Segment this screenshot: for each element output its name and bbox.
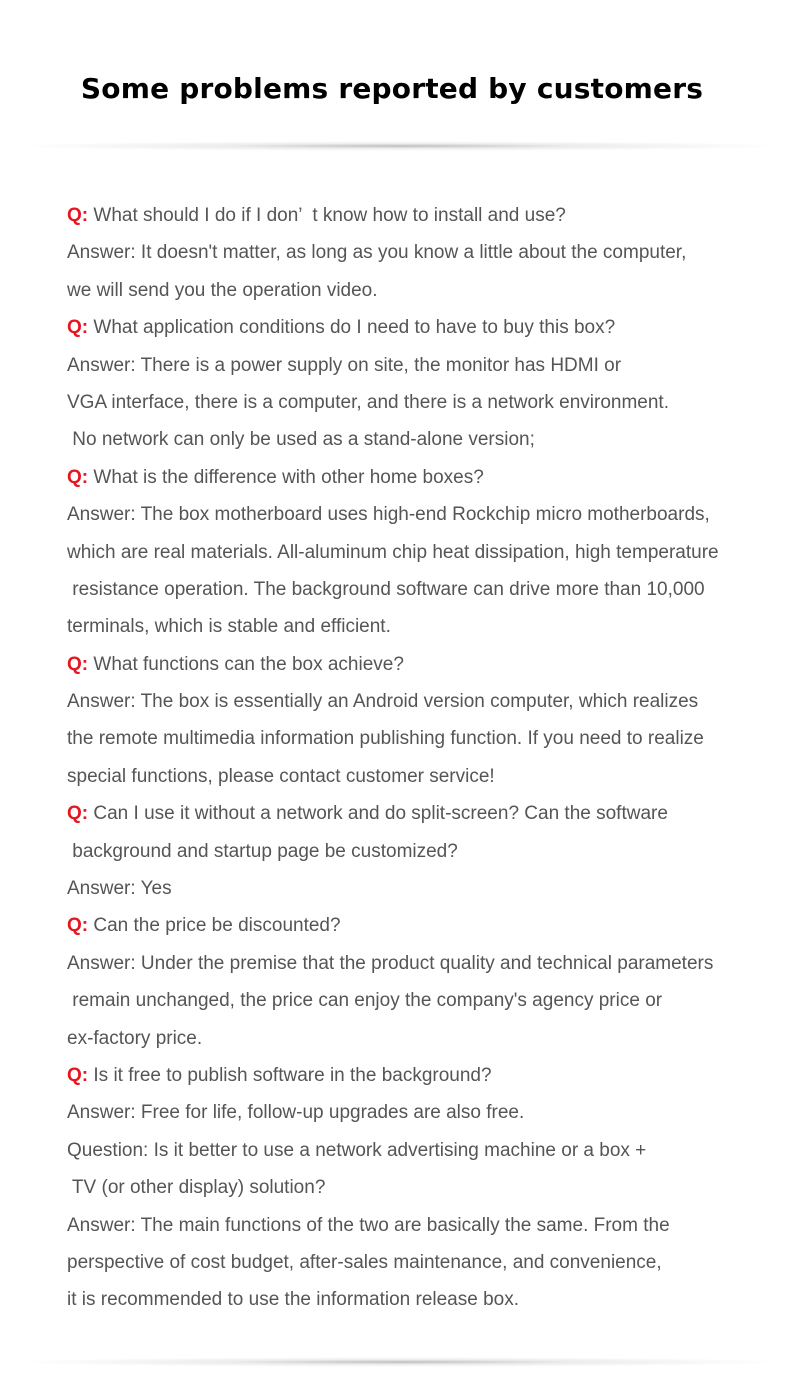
faq-question-line: [67, 646, 787, 683]
faq-text-line: [67, 1020, 787, 1057]
faq-text-line: [67, 608, 787, 645]
faq-text-line: [67, 347, 787, 384]
question-text: Can I use it without a network and do split-screen? Can the software: [88, 803, 668, 825]
answer-text: it is recommended to use the information release box.: [67, 1289, 520, 1311]
faq-question-line: [67, 795, 787, 832]
answer-text: remain unchanged, the price can enjoy the company's agency price or: [67, 990, 663, 1012]
answer-text: TV (or other display) solution?: [67, 1177, 326, 1199]
faq-text-line: [67, 1207, 787, 1244]
faq-text-line: [67, 1169, 787, 1206]
page-title: Some problems reported by customers: [80, 72, 704, 105]
question-text: What should I do if I don’ t know how to install and use?: [88, 205, 566, 226]
faq-text-line: [67, 496, 787, 533]
answer-text: VGA interface, there is a computer, and there is a network environment.: [67, 391, 669, 413]
faq-text-line: [67, 945, 787, 982]
question-text: What is the difference with other home boxes?: [88, 466, 484, 488]
faq-text-line: [67, 758, 787, 795]
faq-text-line: [67, 1132, 787, 1169]
faq-question-line: [67, 309, 787, 346]
answer-text: Answer: The main functions of the two are basically the same. From the: [67, 1214, 670, 1236]
question-marker: Q:: [67, 466, 89, 488]
faq-question-line: [67, 197, 787, 234]
answer-text: Answer: Under the premise that the product quality and technical parameters: [67, 952, 714, 974]
answer-text: Answer: It doesn't matter, as long as you know a little about the computer,: [67, 242, 687, 264]
question-marker: Q:: [67, 205, 89, 226]
answer-text: Question: Is it better to use a network advertising machine or a box +: [67, 1139, 647, 1161]
faq-question-line: [67, 907, 787, 944]
faq-text-line: [67, 683, 787, 720]
answer-text: the remote multimedia information publishing function. If you need to realize: [67, 728, 704, 750]
faq-text-line: [67, 272, 787, 309]
answer-text: resistance operation. The background software can drive more than 10,000: [67, 578, 705, 600]
answer-text: Answer: The box motherboard uses high-end Rockchip micro motherboards,: [67, 504, 710, 526]
faq-text-line: [67, 571, 787, 608]
answer-text: perspective of cost budget, after-sales maintenance, and convenience,: [67, 1251, 662, 1273]
answer-text: No network can only be used as a stand-alone version;: [67, 429, 535, 451]
question-marker: Q:: [67, 915, 89, 937]
answer-text: Answer: Yes: [67, 878, 172, 900]
faq-question-line: [67, 1057, 787, 1094]
answer-text: special functions, please contact customer service!: [67, 765, 495, 787]
faq-text-line: [67, 870, 787, 907]
answer-text: background and startup page be customized?: [67, 840, 458, 862]
faq-text-line: [67, 534, 787, 571]
top-divider: [0, 141, 800, 151]
answer-text: terminals, which is stable and efficient.: [67, 616, 391, 638]
question-text: Is it free to publish software in the background?: [88, 1064, 492, 1086]
bottom-divider: [0, 1357, 800, 1367]
answer-text: which are real materials. All-aluminum chip heat dissipation, high temperature: [67, 541, 719, 563]
faq-question-line: [67, 459, 787, 496]
question-text: What functions can the box achieve?: [88, 653, 404, 675]
question-marker: Q:: [67, 653, 89, 675]
answer-text: ex-factory price.: [67, 1027, 203, 1049]
answer-text: we will send you the operation video.: [67, 279, 378, 301]
question-text: What application conditions do I need to have to buy this box?: [88, 317, 616, 339]
faq-text-line: [67, 1244, 787, 1281]
faq-text-line: [67, 982, 787, 1019]
faq-text-line: [67, 1094, 787, 1131]
answer-text: Answer: There is a power supply on site, the monitor has HDMI or: [67, 354, 622, 376]
faq-text-line: [67, 421, 787, 458]
faq-text-line: [67, 720, 787, 757]
answer-text: Answer: Free for life, follow-up upgrades are also free.: [67, 1102, 525, 1124]
answer-text: Answer: The box is essentially an Android version computer, which realizes: [67, 691, 699, 713]
faq-text-line: [67, 1281, 787, 1318]
faq-text-line: [67, 833, 787, 870]
question-marker: Q:: [67, 1064, 89, 1086]
faq-text-line: [67, 384, 787, 421]
question-marker: Q:: [67, 317, 89, 339]
faq-list: [67, 197, 787, 1319]
question-marker: Q:: [67, 803, 89, 825]
question-text: Can the price be discounted?: [88, 915, 341, 937]
faq-text-line: [67, 234, 787, 271]
